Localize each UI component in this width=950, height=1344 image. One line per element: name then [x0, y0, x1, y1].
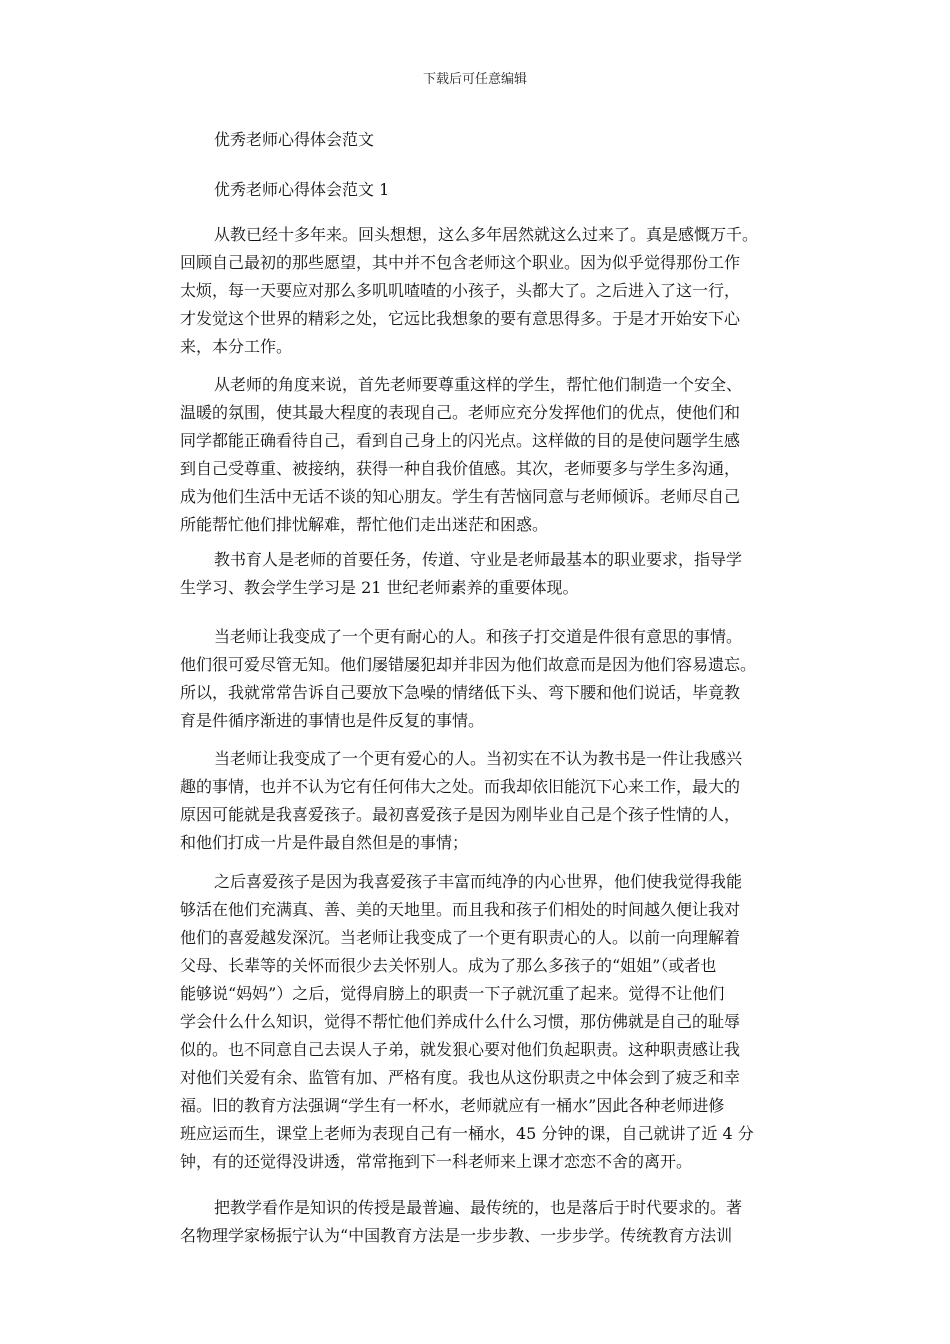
paragraph-line: 够活在他们充满真、善、美的天地里。而且我和孩子们相处的时间越久便让我对: [180, 900, 741, 919]
paragraph-1: [180, 221, 780, 361]
paragraph-line: 当老师让我变成了一个更有爱心的人。当初实在不认为教书是一件让我感兴: [214, 749, 743, 768]
paragraph-line: 教书育人是老师的首要任务，传道、守业是老师最基本的职业要求，指导学: [214, 550, 743, 569]
paragraph-line: 温暖的氛围，使其最大程度的表现自己。老师应充分发挥他们的优点，使他们和: [180, 403, 741, 422]
paragraph-line: 学会什么什么知识，觉得不帮忙他们养成什么什么习惯，那仿佛就是自己的耻辱: [180, 1012, 741, 1031]
paragraph-line: 所能帮忙他们排忧解难，帮忙他们走出迷茫和困惑。: [180, 515, 549, 534]
paragraph-line: 班应运而生，课堂上老师为表现自己有一桶水，45 分钟的课，自己就讲了近 4 分: [180, 1124, 754, 1143]
paragraph-line: 从老师的角度来说，首先老师要尊重这样的学生，帮忙他们制造一个安全、: [214, 375, 743, 394]
paragraph-line: 对他们关爱有余、监管有加、严格有度。我也从这份职责之中体会到了疲乏和幸: [180, 1068, 741, 1087]
paragraph-line: 他们很可爱尽管无知。他们屡错屡犯却并非因为他们故意而是因为他们容易遗忘。: [180, 655, 757, 674]
paragraph-4: [180, 623, 780, 735]
paragraph-line: 福。旧的教育方法强调“学生有一杯水，老师就应有一桶水”因此各种老师进修: [180, 1096, 725, 1115]
paragraph-line: 之后喜爱孩子是因为我喜爱孩子丰富而纯净的内心世界，他们使我觉得我能: [214, 872, 743, 891]
paragraph-line: 到自己受尊重、被接纳，获得一种自我价值感。其次，老师要多与学生多沟通，: [180, 459, 741, 478]
paragraph-line: 能够说“妈妈”）之后，觉得肩膀上的职责一下子就沉重了起来。觉得不让他们: [180, 984, 725, 1003]
paragraph-line: 育是件循序渐进的事情也是件反复的事情。: [180, 711, 485, 730]
paragraph-line: 似的。也不同意自己去误人子弟，就发狠心要对他们负起职责。这种职责感让我: [180, 1040, 741, 1059]
paragraph-line: 来，本分工作。: [180, 337, 293, 356]
paragraph-line: 所以，我就常常告诉自己要放下急噪的情绪低下头、弯下腰和他们说话，毕竟教: [180, 683, 741, 702]
paragraph-line: 名物理学家杨振宁认为“中国教育方法是一步步教、一步步学。传统教育方法训: [180, 1226, 733, 1245]
paragraph-line: 把教学看作是知识的传授是最普遍、最传统的，也是落后于时代要求的。著: [214, 1198, 743, 1217]
paragraph-line: 原因可能就是我喜爱孩子。最初喜爱孩子是因为刚毕业自己是个孩子性情的人，: [180, 805, 741, 824]
paragraph-7: [180, 1194, 780, 1250]
paragraph-line: 当老师让我变成了一个更有耐心的人。和孩子打交道是件很有意思的事情。: [214, 627, 743, 646]
paragraph-line: 父母、长辈等的关怀而很少去关怀别人。成为了那么多孩子的“姐姐”（或者也: [180, 956, 717, 975]
paragraph-5: [180, 745, 780, 857]
paragraph-3: [180, 546, 780, 602]
paragraph-line: 他们的喜爱越发深沉。当老师让我变成了一个更有职责心的人。以前一向理解着: [180, 928, 741, 947]
paragraph-line: 趣的事情，也并不认为它有任何伟大之处。而我却依旧能沉下心来工作，最大的: [180, 777, 741, 796]
paragraph-line: 同学都能正确看待自己，看到自己身上的闪光点。这样做的目的是使问题学生感: [180, 431, 741, 450]
paragraph-line: 生学习、教会学生学习是 21 世纪老师素养的重要体现。: [180, 578, 579, 597]
header-note: 下载后可任意编辑: [422, 72, 527, 87]
paragraph-line: 钟，有的还觉得没讲透，常常拖到下一科老师来上课才恋恋不舍的离开。: [180, 1152, 693, 1171]
paragraph-line: 和他们打成一片是件最自然但是的事情；: [180, 833, 469, 852]
paragraph-line: 回顾自己最初的那些愿望，其中并不包含老师这个职业。因为似乎觉得那份工作: [180, 253, 741, 272]
document-title: 优秀老师心得体会范文: [214, 130, 375, 149]
paragraph-line: 成为他们生活中无话不谈的知心朋友。学生有苦恼同意与老师倾诉。老师尽自己: [180, 487, 741, 506]
paragraph-line: 从教已经十多年来。回头想想，这么多年居然就这么过来了。真是感慨万千。: [214, 225, 759, 244]
paragraph-6: [180, 868, 780, 1176]
paragraph-line: 太烦，每一天要应对那么多叽叽喳喳的小孩子，头都大了。之后进入了这一行，: [180, 281, 741, 300]
paragraph-2: [180, 371, 780, 539]
paragraph-line: 才发觉这个世界的精彩之处，它远比我想象的要有意思得多。于是才开始安下心: [180, 309, 741, 328]
document-subtitle: 优秀老师心得体会范文 1: [214, 180, 390, 199]
